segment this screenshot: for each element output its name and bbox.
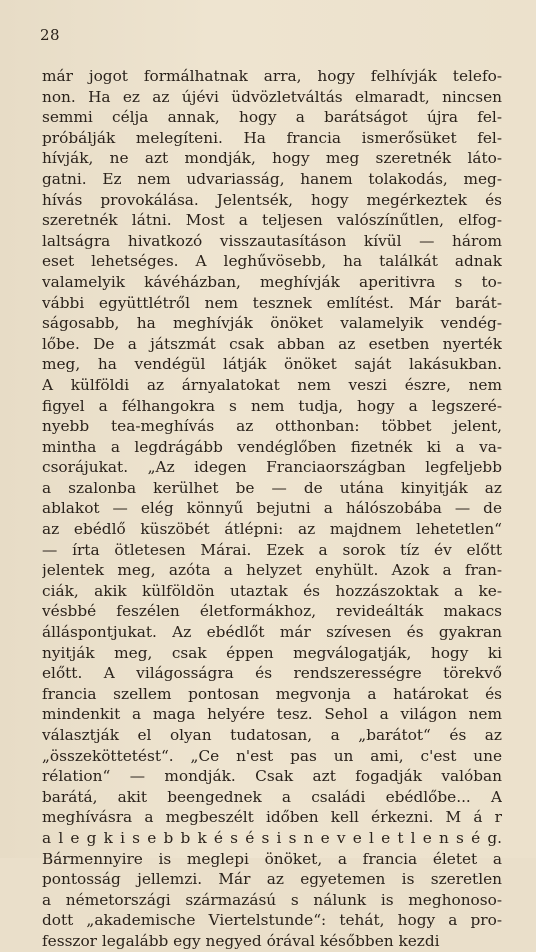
text-line: a l e g k i s e b b k é s é s i s n e v e l e t l e n s é g. xyxy=(42,828,502,847)
text-line: előtt. A világosságra és rendszerességre törekvő xyxy=(42,664,502,683)
text-line: lőbe. De a játszmát csak abban az esetben nyerték xyxy=(42,334,502,353)
text-line: az ebédlő küszöbét átlépni: az majdnem lehetetlen“ xyxy=(42,520,502,539)
text-line: hívás provokálása. Jelentsék, hogy megérkeztek és xyxy=(42,190,502,209)
text-line: eset lehetséges. A leghűvösebb, ha találkát adnak xyxy=(42,252,502,271)
text-line: dott „akademische Viertelstunde“: tehát, hogy a pro- xyxy=(42,911,502,930)
text-line: rélation“ — mondják. Csak azt fogadják valóban xyxy=(42,767,502,786)
text-line: laltságra hivatkozó visszautasításon kívül — három xyxy=(42,231,502,250)
text-line: ablakot — elég könnyű bejutni a hálószobába — de xyxy=(42,499,502,518)
text-line: próbálják melegíteni. Ha francia ismerősüket fel- xyxy=(42,128,502,147)
text-line: figyel a félhangokra s nem tudja, hogy a legszeré- xyxy=(42,396,502,415)
text-line: mindenkit a maga helyére tesz. Sehol a világon nem xyxy=(42,705,502,724)
text-line: a szalonba kerülhet be — de utána kinyitják az xyxy=(42,478,502,497)
text-line: álláspontjukat. Az ebédlőt már szívesen és gyakran xyxy=(42,623,502,642)
text-line: gatni. Ez nem udvariasság, hanem tolakodás, meg- xyxy=(42,169,502,188)
text-line: ciák, akik külföldön utaztak és hozzászoktak a ke- xyxy=(42,581,502,600)
text-line: nyitják meg, csak éppen megválogatják, hogy ki xyxy=(42,643,502,662)
text-line: szeretnék látni. Most a teljesen valószínűtlen, elfog- xyxy=(42,211,502,230)
text-line: mintha a legdrágább vendéglőben fizetnék ki a va- xyxy=(42,437,502,456)
text-line: választják el olyan tudatosan, a „barátot“ és az xyxy=(42,726,502,744)
text-line: semmi célja annak, hogy a barátságot újra fel- xyxy=(42,108,502,127)
text-line: vábbi együttlétről nem tesznek említést. Már barát- xyxy=(42,293,502,312)
text-line: meghívásra a megbeszélt időben kell érkezni. M á r xyxy=(42,808,502,827)
text-line: már jogot formálhatnak arra, hogy felhívják telefo- xyxy=(42,67,502,85)
text-line: csorájukat. „Az idegen Franciaországban legfeljebb xyxy=(42,458,502,477)
text-line: hívják, ne azt mondják, hogy meg szeretnék láto- xyxy=(42,149,502,168)
text-line: A külföldi az árnyalatokat nem veszi észre, nem xyxy=(42,375,502,394)
text-line: pontosság jellemzi. Már az egyetemen is szeretlen xyxy=(42,870,502,889)
text-line: francia szellem pontosan megvonja a határokat és xyxy=(42,684,502,703)
text-line: a németországi származású s nálunk is meghonoso- xyxy=(42,890,502,909)
text-line: fesszor legalább egy negyed órával későbben kezdi xyxy=(42,931,440,950)
body-text xyxy=(42,66,502,952)
page-number: 28 xyxy=(40,26,61,44)
text-line: Bármennyire is meglepi önöket, a francia életet a xyxy=(42,849,502,868)
text-line: valamelyik kávéházban, meghívják aperitivra s to- xyxy=(42,272,502,291)
text-line: „összeköttetést“. „Ce n'est pas un ami, c'est une xyxy=(42,746,502,765)
text-line: meg, ha vendégül látják önöket saját lakásukban. xyxy=(42,355,502,374)
text-line: — írta ötletesen Márai. Ezek a sorok tíz év előtt xyxy=(42,540,502,559)
text-line: non. Ha ez az újévi üdvözletváltás elmaradt, nincsen xyxy=(42,87,502,106)
text-line: nyebb tea-meghívás az otthonban: többet jelent, xyxy=(42,417,502,436)
text-line: barátá, akit beengednek a családi ebédlőbe... A xyxy=(42,787,502,806)
text-line: vésbbé feszélen életformákhoz, revideálták makacs xyxy=(42,602,502,621)
text-line: ságosabb, ha meghívják önöket valamelyik vendég- xyxy=(42,314,502,333)
text-line: jelentek meg, azóta a helyzet enyhült. Azok a fran- xyxy=(42,561,502,580)
